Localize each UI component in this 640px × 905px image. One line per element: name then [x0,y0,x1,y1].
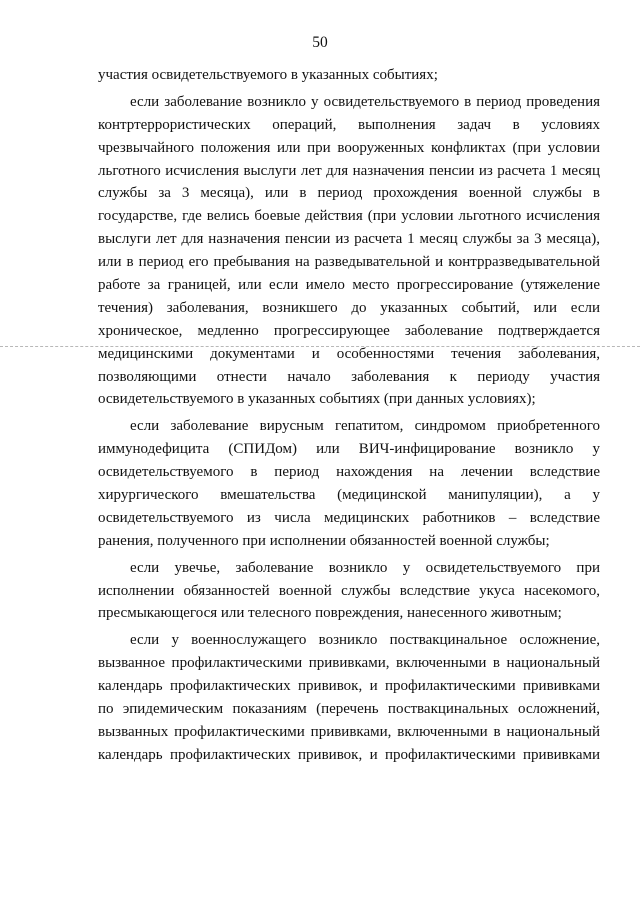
text-line: течения) заболевания, возникшего до указанных событий, или если [98,299,600,316]
text-line: хроническое, медленно прогрессирующее заболевание подтверждается [98,322,600,339]
text-line: вызванное профилактическими прививками, включенными в национальный [98,655,600,672]
text-line: освидетельствуемого в период нахождения на лечении вследствие [98,464,600,481]
text-line: календарь профилактических прививок, и профилактическими прививками [98,678,600,695]
text-line: или в период его пребывания на разведывательной и контрразведывательной [98,254,600,271]
text-line: если у военнослужащего возникло поствакцинальное осложнение, [130,632,600,649]
text-line: если увечье, заболевание возникло у освидетельствуемого при [130,559,600,576]
text-line: календарь профилактических прививок, и профилактическими прививками [98,746,600,763]
text-line: освидетельствуемого из числа медицинских работников – вследствие [98,509,600,526]
text-line: иммунодефицита (СПИДом) или ВИЧ-инфицирование возникло у [98,441,600,458]
text-line: медицинскими документами и особенностями течения заболевания, [98,345,600,362]
text-line: контртеррористических операций, выполнения задач в условиях [98,116,600,133]
text-line: если заболевание возникло у освидетельствуемого в период проведения [130,93,600,110]
text-line: освидетельствуемого в указанных событиях (при данных условиях); [98,391,536,408]
text-line: по эпидемическим показаниям (перечень поствакцинальных осложнений, [98,701,600,718]
text-line: исполнении обязанностей военной службы вследствие укуса насекомого, [98,582,600,599]
text-line: льготного исчисления выслуги лет для назначения пенсии из расчета 1 месяц [98,162,600,179]
text-line: чрезвычайного положения или при вооруженных конфликтах (при условии [98,139,600,156]
text-line: участия освидетельствуемого в указанных событиях; [98,67,438,83]
text-line: хирургического вмешательства (медицинской манипуляции), а у [98,487,600,504]
text-line: выслуги лет для назначения пенсии из расчета 1 месяц службы за 3 месяца), [98,231,600,248]
text-line: ранения, полученного при исполнении обязанностей военной службы; [98,532,550,549]
text-line: позволяющими отнести начало заболевания к периоду участия [98,368,600,385]
text-line: работе за границей, или если имело место прогрессирование (утяжеление [98,277,600,294]
document-body [98,64,600,767]
text-line: пресмыкающегося или телесного повреждения, нанесенного животным; [98,605,562,622]
text-line: вызванных профилактическими прививками, включенными в национальный [98,723,600,740]
text-line: государстве, где велись боевые действия (при условии льготного исчисления [98,208,600,225]
text-line: если заболевание вирусным гепатитом, синдромом приобретенного [130,418,600,435]
page-number: 50 [312,34,328,51]
text-line: службы за 3 месяца), или в период прохождения военной службы в [98,185,600,202]
